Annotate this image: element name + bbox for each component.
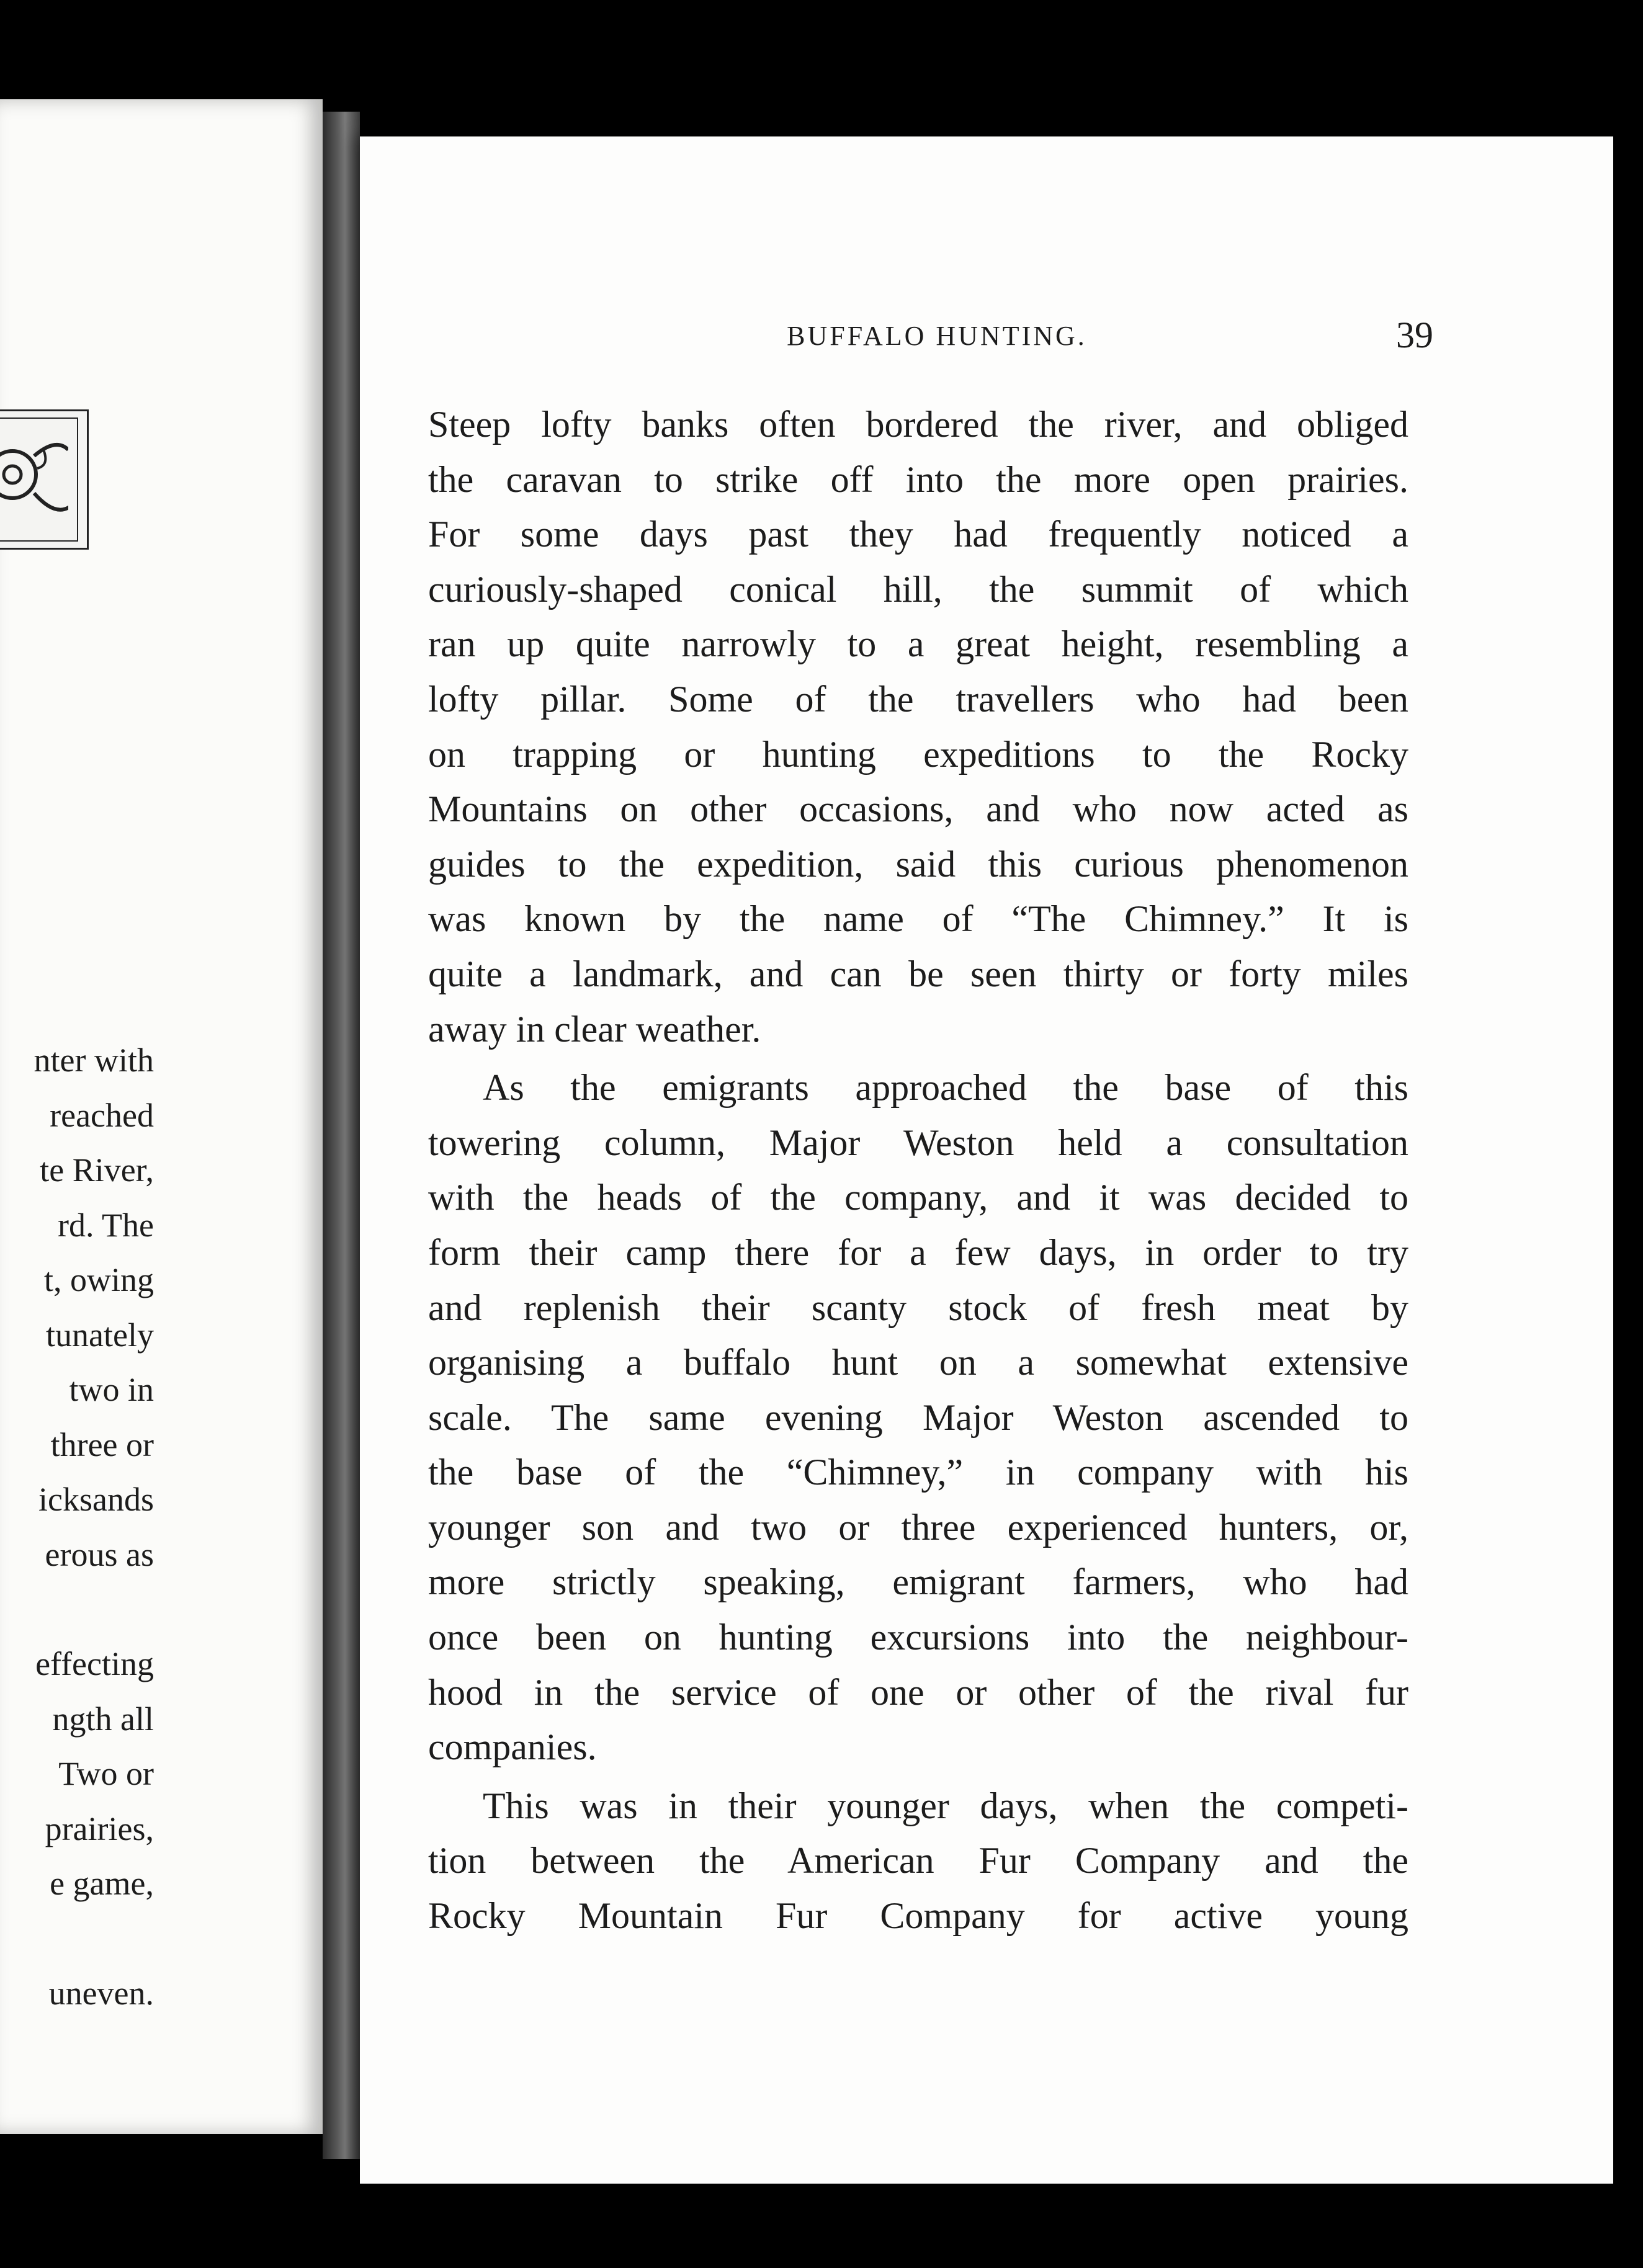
text-line: quite a landmark, and can be seen thirty or forty miles: [428, 953, 1408, 994]
text-line: younger son and two or three experienced hunters, or,: [428, 1506, 1408, 1548]
running-header: BUFFALO HUNTING.: [787, 321, 1087, 351]
left-page-line: nter with: [34, 1042, 154, 1079]
left-page-line: icksands: [38, 1481, 154, 1518]
left-page-line: prairies,: [45, 1810, 154, 1847]
left-page-line: uneven.: [48, 1974, 154, 2012]
left-page-line: e game,: [50, 1865, 154, 1902]
text-line: guides to the expedition, said this curious phenomenon: [428, 843, 1408, 885]
text-line: Rocky Mountain Fur Company for active young: [428, 1895, 1408, 1937]
text-line: on trapping or hunting expeditions to the Rocky: [428, 733, 1408, 775]
left-page-text-fragment: [0, 1033, 154, 2020]
left-page: [0, 99, 323, 2134]
text-line: Mountains on other occasions, and who now acted as: [428, 788, 1408, 830]
decorative-ornament: [0, 409, 89, 550]
text-line: lofty pillar. Some of the travellers who had been: [428, 678, 1408, 720]
left-page-line: tunately: [46, 1316, 154, 1354]
floral-ornament-icon: [0, 431, 68, 530]
left-page-line: effecting: [35, 1645, 154, 1682]
text-line: more strictly speaking, emigrant farmers, who had: [428, 1561, 1408, 1603]
left-page-line: erous as: [45, 1535, 154, 1573]
left-page-line: t, owing: [43, 1261, 154, 1298]
text-line: the base of the “Chimney,” in company with his: [428, 1452, 1408, 1493]
text-line: and replenish their scanty stock of fresh meat by: [428, 1287, 1408, 1328]
text-line: once been on hunting excursions into the neighbour-: [428, 1617, 1408, 1658]
text-line: companies.: [428, 1726, 597, 1768]
page-body: [428, 397, 1408, 1944]
text-line: This was in their younger days, when the competi-: [483, 1785, 1408, 1826]
left-page-line: reached: [50, 1096, 154, 1134]
text-line: form their camp there for a few days, in order to try: [428, 1231, 1408, 1273]
text-line: Steep lofty banks often bordered the river, and obliged: [428, 404, 1408, 445]
text-line: was known by the name of “The Chimney.” It is: [428, 898, 1408, 940]
text-line: with the heads of the company, and it was decided to: [428, 1177, 1408, 1218]
text-line: ran up quite narrowly to a great height, resembling a: [428, 623, 1408, 665]
left-page-line: te River,: [40, 1151, 154, 1189]
text-line: the caravan to strike off into the more open prairies.: [428, 458, 1408, 500]
text-line: For some days past they had frequently noticed a: [428, 514, 1408, 555]
text-line: tion between the American Fur Company and the: [428, 1840, 1408, 1882]
text-line: towering column, Major Weston held a consultation: [428, 1122, 1408, 1163]
left-page-line: three or: [50, 1426, 154, 1463]
text-line: curiously-shaped conical hill, the summit of which: [428, 568, 1408, 610]
text-line: organising a buffalo hunt on a somewhat extensive: [428, 1342, 1408, 1383]
text-line: away in clear weather.: [428, 1008, 761, 1050]
left-page-line: ngth all: [52, 1700, 154, 1738]
page-number: 39: [1396, 315, 1433, 355]
text-line: hood in the service of one or other of the rival fur: [428, 1671, 1408, 1713]
book-gutter: [323, 112, 360, 2159]
left-page-line: rd. The: [58, 1206, 154, 1244]
left-page-line: two in: [69, 1371, 154, 1408]
text-line: As the emigrants approached the base of this: [483, 1067, 1408, 1109]
left-page-line: Two or: [58, 1755, 154, 1792]
text-line: scale. The same evening Major Weston ascended to: [428, 1396, 1408, 1438]
